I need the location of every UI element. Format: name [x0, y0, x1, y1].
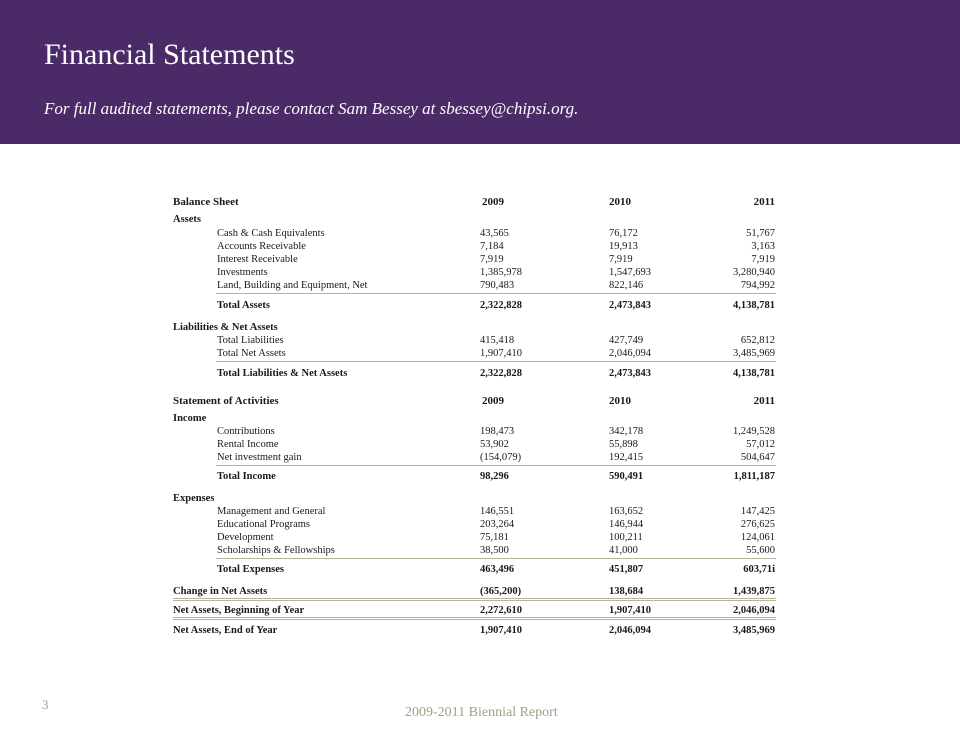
row-label: Change in Net Assets — [173, 586, 268, 597]
cell-value: 146,551 — [480, 506, 515, 517]
table-row — [173, 240, 776, 253]
cell-value: 146,944 — [609, 519, 644, 530]
balance-sheet-heading: Balance Sheet — [173, 196, 239, 208]
page-subtitle: For full audited statements, please contact Sam Bessey at sbessey@chipsi.org. — [44, 99, 579, 118]
cell-value: 3,485,969 — [733, 348, 775, 359]
cell-value: 2,322,828 — [480, 368, 522, 379]
table-row — [173, 347, 776, 360]
cell-value: (365,200) — [480, 586, 522, 597]
cell-value: 55,898 — [609, 439, 638, 450]
cell-value: 1,439,875 — [733, 586, 775, 597]
section-label-row — [173, 321, 776, 334]
total-rule — [216, 465, 776, 466]
table-row — [173, 253, 776, 266]
cell-value: 192,415 — [609, 452, 644, 463]
section-label-row — [173, 213, 776, 226]
section-label-row — [173, 412, 776, 425]
cell-value: 1,811,187 — [733, 471, 775, 482]
table-row — [173, 334, 776, 347]
cell-value: 1,547,693 — [609, 267, 651, 278]
row-label: Management and General — [217, 506, 326, 517]
cell-value: 198,473 — [480, 426, 515, 437]
cell-value: 2,322,828 — [480, 300, 522, 311]
income-label: Income — [173, 413, 207, 424]
cell-value: 590,491 — [609, 471, 644, 482]
row-label: Investments — [217, 267, 268, 278]
table-row — [173, 451, 776, 464]
year-header: 2010 — [609, 196, 631, 208]
cell-value: 1,907,410 — [480, 625, 522, 636]
year-header: 2009 — [482, 395, 504, 407]
row-label: Total Expenses — [217, 564, 285, 575]
row-label: Net investment gain — [217, 452, 302, 463]
double-rule — [173, 598, 776, 601]
cell-value: 76,172 — [609, 228, 638, 239]
row-label: Interest Receivable — [217, 254, 298, 265]
cell-value: 427,749 — [609, 335, 644, 346]
cell-value: 55,600 — [746, 545, 775, 556]
summary-row — [173, 585, 776, 598]
table-row — [173, 227, 776, 240]
cell-value: 57,012 — [746, 439, 775, 450]
cell-value: 790,483 — [480, 280, 515, 291]
table-row — [173, 531, 776, 544]
row-label: Development — [217, 532, 274, 543]
cell-value: 41,000 — [609, 545, 638, 556]
cell-value: 163,652 — [609, 506, 644, 517]
cell-value: 451,807 — [609, 564, 644, 575]
cell-value: 2,272,610 — [480, 605, 522, 616]
cell-value: 822,146 — [609, 280, 644, 291]
table-row — [173, 518, 776, 531]
year-header: 2011 — [753, 395, 775, 407]
section-label-row — [173, 492, 776, 505]
summary-row — [173, 604, 776, 617]
table-row — [173, 425, 776, 438]
row-label: Land, Building and Equipment, Net — [217, 280, 368, 291]
cell-value: 2,046,094 — [609, 348, 651, 359]
cell-value: 43,565 — [480, 228, 509, 239]
cell-value: 276,625 — [740, 519, 775, 530]
year-header: 2010 — [609, 395, 631, 407]
table-row — [173, 266, 776, 279]
cell-value: 2,473,843 — [609, 300, 651, 311]
cell-value: 603,71i — [743, 564, 775, 575]
cell-value: 794,992 — [740, 280, 775, 291]
cell-value: 1,249,528 — [733, 426, 775, 437]
header-banner — [0, 0, 960, 144]
total-row — [173, 299, 776, 312]
cell-value: 203,264 — [480, 519, 515, 530]
cell-value: 3,163 — [751, 241, 775, 252]
cell-value: 138,684 — [609, 586, 644, 597]
cell-value: 415,418 — [480, 335, 515, 346]
cell-value: 463,496 — [480, 564, 515, 575]
row-label: Total Income — [217, 471, 276, 482]
table-row — [173, 505, 776, 518]
cell-value: 4,138,781 — [733, 368, 775, 379]
cell-value: 2,046,094 — [733, 605, 775, 616]
balance-sheet-header-row — [173, 196, 776, 209]
year-header: 2011 — [753, 196, 775, 208]
total-row — [173, 563, 776, 576]
total-rule — [216, 558, 776, 559]
cell-value: (154,079) — [480, 452, 522, 463]
activities-header-row — [173, 395, 776, 408]
page-number: 3 — [42, 697, 49, 712]
total-row — [173, 470, 776, 483]
row-label: Contributions — [217, 426, 275, 437]
cell-value: 7,919 — [609, 254, 633, 265]
cell-value: 2,473,843 — [609, 368, 651, 379]
cell-value: 7,919 — [751, 254, 775, 265]
year-header: 2009 — [482, 196, 504, 208]
total-rule — [216, 361, 776, 362]
cell-value: 4,138,781 — [733, 300, 775, 311]
total-rule — [216, 293, 776, 294]
cell-value: 504,647 — [740, 452, 775, 463]
row-label: Total Liabilities & Net Assets — [217, 368, 348, 379]
row-label: Accounts Receivable — [217, 241, 306, 252]
cell-value: 124,061 — [740, 532, 775, 543]
row-label: Total Liabilities — [217, 335, 284, 346]
row-label: Net Assets, End of Year — [173, 625, 278, 636]
expenses-label: Expenses — [173, 493, 215, 504]
cell-value: 342,178 — [609, 426, 644, 437]
activities-heading: Statement of Activities — [173, 395, 279, 407]
total-row — [173, 367, 776, 380]
table-row — [173, 438, 776, 451]
cell-value: 1,907,410 — [480, 348, 522, 359]
page-title: Financial Statements — [44, 38, 295, 71]
footer-report-title: 2009-2011 Biennial Report — [405, 705, 558, 720]
table-row — [173, 279, 776, 292]
row-label: Total Assets — [217, 300, 270, 311]
row-label: Net Assets, Beginning of Year — [173, 605, 305, 616]
row-label: Scholarships & Fellowships — [217, 545, 335, 556]
row-label: Educational Programs — [217, 519, 311, 530]
cell-value: 51,767 — [746, 228, 775, 239]
table-row — [173, 544, 776, 557]
cell-value: 2,046,094 — [609, 625, 651, 636]
cell-value: 38,500 — [480, 545, 509, 556]
cell-value: 98,296 — [480, 471, 509, 482]
assets-label: Assets — [173, 214, 201, 225]
row-label: Total Net Assets — [217, 348, 286, 359]
row-label: Rental Income — [217, 439, 279, 450]
cell-value: 7,184 — [480, 241, 504, 252]
cell-value: 19,913 — [609, 241, 638, 252]
row-label: Cash & Cash Equivalents — [217, 228, 325, 239]
cell-value: 100,211 — [609, 532, 643, 543]
cell-value: 1,385,978 — [480, 267, 522, 278]
cell-value: 3,485,969 — [733, 625, 775, 636]
cell-value: 147,425 — [740, 506, 775, 517]
cell-value: 3,280,940 — [733, 267, 775, 278]
double-rule — [173, 617, 776, 620]
cell-value: 1,907,410 — [609, 605, 651, 616]
liabilities-label: Liabilities & Net Assets — [173, 322, 278, 333]
cell-value: 75,181 — [480, 532, 509, 543]
cell-value: 53,902 — [480, 439, 509, 450]
cell-value: 7,919 — [480, 254, 504, 265]
cell-value: 652,812 — [740, 335, 775, 346]
summary-row — [173, 624, 776, 637]
